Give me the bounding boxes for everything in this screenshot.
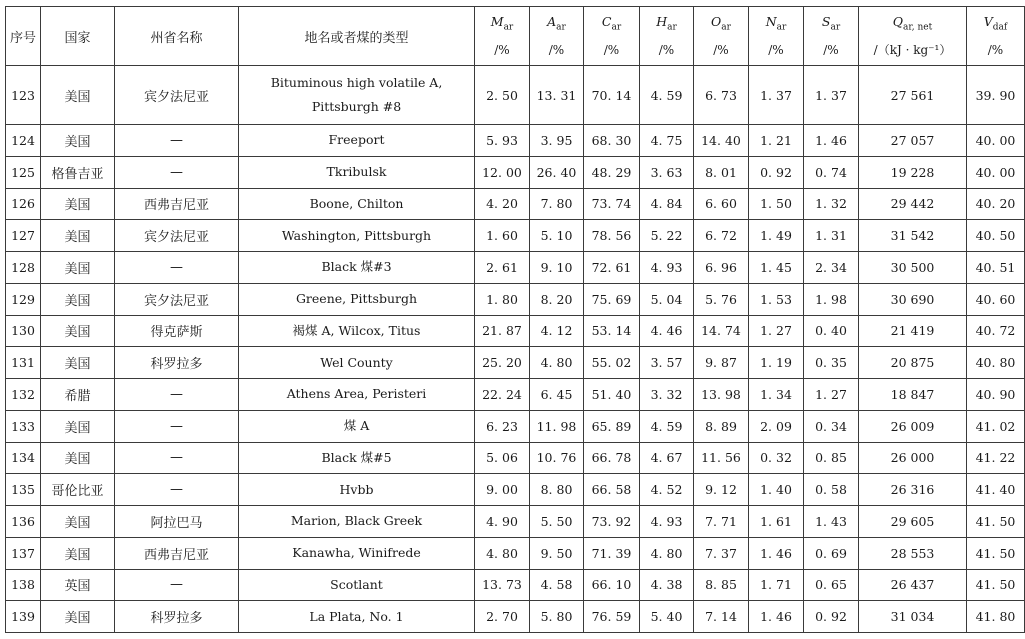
cell-oxygen: 7. 37 bbox=[694, 537, 749, 569]
cell-state: 西弗吉尼亚 bbox=[115, 537, 239, 569]
cell-sulfur: 1. 43 bbox=[804, 506, 859, 538]
cell-country: 美国 bbox=[41, 442, 115, 474]
cell-moisture: 4. 80 bbox=[475, 537, 530, 569]
cell-heating-value: 31 034 bbox=[859, 601, 967, 633]
table-row bbox=[6, 537, 1025, 569]
cell-hydrogen: 4. 52 bbox=[640, 474, 694, 506]
cell-carbon: 66. 58 bbox=[584, 474, 640, 506]
cell-state: 科罗拉多 bbox=[115, 601, 239, 633]
cell-state: — bbox=[115, 252, 239, 284]
cell-carbon: 53. 14 bbox=[584, 315, 640, 347]
cell-sulfur: 0. 58 bbox=[804, 474, 859, 506]
cell-heating-value: 31 542 bbox=[859, 220, 967, 252]
cell-ash: 5. 10 bbox=[530, 220, 584, 252]
cell-place-line: Kanawha, Winifrede bbox=[292, 545, 421, 561]
cell-volatile: 41. 80 bbox=[967, 601, 1025, 633]
header-nitrogen-symbol: N bbox=[765, 14, 777, 30]
cell-country: 美国 bbox=[41, 601, 115, 633]
cell-sulfur: 1. 31 bbox=[804, 220, 859, 252]
header-oxygen-unit: /% bbox=[713, 42, 729, 57]
cell-oxygen: 6. 73 bbox=[694, 66, 749, 125]
cell-state: — bbox=[115, 474, 239, 506]
cell-place bbox=[239, 506, 475, 538]
cell-ash: 7. 80 bbox=[530, 188, 584, 220]
cell-place bbox=[239, 220, 475, 252]
header-row bbox=[6, 7, 1025, 66]
header-moisture bbox=[475, 7, 530, 66]
header-serial-no: 序号 bbox=[6, 7, 41, 66]
cell-hydrogen: 3. 63 bbox=[640, 156, 694, 188]
cell-place-line: Wel County bbox=[320, 354, 393, 370]
cell-heating-value: 30 690 bbox=[859, 283, 967, 315]
cell-place bbox=[239, 601, 475, 633]
cell-serial-no: 133 bbox=[6, 410, 41, 442]
cell-oxygen: 8. 01 bbox=[694, 156, 749, 188]
header-hydrogen-subscript: ar bbox=[667, 22, 677, 33]
cell-nitrogen: 1. 21 bbox=[749, 125, 804, 157]
cell-serial-no: 137 bbox=[6, 537, 41, 569]
cell-heating-value: 30 500 bbox=[859, 252, 967, 284]
cell-state: 科罗拉多 bbox=[115, 347, 239, 379]
cell-sulfur: 0. 34 bbox=[804, 410, 859, 442]
cell-moisture: 22. 24 bbox=[475, 379, 530, 411]
cell-hydrogen: 5. 40 bbox=[640, 601, 694, 633]
cell-place bbox=[239, 252, 475, 284]
cell-moisture: 12. 00 bbox=[475, 156, 530, 188]
header-carbon-unit: /% bbox=[603, 42, 620, 57]
table-row bbox=[6, 252, 1025, 284]
table-row bbox=[6, 188, 1025, 220]
cell-hydrogen: 4. 80 bbox=[640, 537, 694, 569]
cell-nitrogen: 1. 40 bbox=[749, 474, 804, 506]
cell-hydrogen: 4. 84 bbox=[640, 188, 694, 220]
cell-volatile: 41. 50 bbox=[967, 537, 1025, 569]
cell-place bbox=[239, 474, 475, 506]
cell-moisture: 5. 06 bbox=[475, 442, 530, 474]
cell-sulfur: 1. 37 bbox=[804, 66, 859, 125]
cell-sulfur: 2. 34 bbox=[804, 252, 859, 284]
cell-state: 阿拉巴马 bbox=[115, 506, 239, 538]
cell-volatile: 40. 00 bbox=[967, 125, 1025, 157]
cell-carbon: 48. 29 bbox=[584, 156, 640, 188]
cell-hydrogen: 3. 32 bbox=[640, 379, 694, 411]
cell-hydrogen: 4. 67 bbox=[640, 442, 694, 474]
cell-moisture: 4. 20 bbox=[475, 188, 530, 220]
cell-hydrogen: 5. 22 bbox=[640, 220, 694, 252]
cell-oxygen: 6. 60 bbox=[694, 188, 749, 220]
cell-oxygen: 6. 72 bbox=[694, 220, 749, 252]
cell-place bbox=[239, 125, 475, 157]
cell-sulfur: 0. 74 bbox=[804, 156, 859, 188]
cell-sulfur: 0. 92 bbox=[804, 601, 859, 633]
header-sulfur bbox=[804, 7, 859, 66]
cell-oxygen: 14. 40 bbox=[694, 125, 749, 157]
cell-volatile: 40. 72 bbox=[967, 315, 1025, 347]
cell-place bbox=[239, 569, 475, 601]
cell-volatile: 40. 90 bbox=[967, 379, 1025, 411]
cell-serial-no: 139 bbox=[6, 601, 41, 633]
cell-oxygen: 13. 98 bbox=[694, 379, 749, 411]
cell-volatile: 41. 40 bbox=[967, 474, 1025, 506]
cell-nitrogen: 1. 46 bbox=[749, 537, 804, 569]
cell-sulfur: 0. 35 bbox=[804, 347, 859, 379]
cell-moisture: 9. 00 bbox=[475, 474, 530, 506]
cell-nitrogen: 1. 53 bbox=[749, 283, 804, 315]
cell-nitrogen: 0. 32 bbox=[749, 442, 804, 474]
header-oxygen-subscript: ar bbox=[721, 22, 731, 33]
header-oxygen-symbol: O bbox=[711, 14, 722, 30]
cell-state: — bbox=[115, 379, 239, 411]
cell-volatile: 40. 51 bbox=[967, 252, 1025, 284]
cell-nitrogen: 1. 46 bbox=[749, 601, 804, 633]
cell-moisture: 6. 23 bbox=[475, 410, 530, 442]
cell-oxygen: 7. 14 bbox=[694, 601, 749, 633]
table-row bbox=[6, 410, 1025, 442]
cell-ash: 9. 50 bbox=[530, 537, 584, 569]
cell-serial-no: 123 bbox=[6, 66, 41, 125]
cell-country: 希腊 bbox=[41, 379, 115, 411]
cell-place-line: Scotlant bbox=[330, 576, 383, 592]
cell-state: 宾夕法尼亚 bbox=[115, 220, 239, 252]
cell-volatile: 40. 50 bbox=[967, 220, 1025, 252]
cell-heating-value: 21 419 bbox=[859, 315, 967, 347]
cell-ash: 4. 12 bbox=[530, 315, 584, 347]
cell-carbon: 65. 89 bbox=[584, 410, 640, 442]
cell-heating-value: 27 057 bbox=[859, 125, 967, 157]
header-volatile bbox=[967, 7, 1025, 66]
cell-country: 美国 bbox=[41, 537, 115, 569]
cell-nitrogen: 1. 37 bbox=[749, 66, 804, 125]
cell-country: 美国 bbox=[41, 220, 115, 252]
cell-place-line: Greene, Pittsburgh bbox=[295, 291, 418, 307]
cell-ash: 8. 20 bbox=[530, 283, 584, 315]
header-heating-value-unit: /（kJ · kg⁻¹） bbox=[873, 42, 952, 57]
cell-country: 美国 bbox=[41, 410, 115, 442]
cell-ash: 3. 95 bbox=[530, 125, 584, 157]
cell-ash: 4. 80 bbox=[530, 347, 584, 379]
cell-hydrogen: 4. 46 bbox=[640, 315, 694, 347]
table-row bbox=[6, 379, 1025, 411]
cell-oxygen: 9. 87 bbox=[694, 347, 749, 379]
cell-state: — bbox=[115, 442, 239, 474]
cell-oxygen: 7. 71 bbox=[694, 506, 749, 538]
cell-serial-no: 131 bbox=[6, 347, 41, 379]
cell-heating-value: 26 316 bbox=[859, 474, 967, 506]
header-ash-subscript: ar bbox=[556, 22, 566, 33]
cell-sulfur: 1. 98 bbox=[804, 283, 859, 315]
cell-place bbox=[239, 442, 475, 474]
header-moisture-unit: /% bbox=[494, 42, 510, 57]
header-ash-unit: /% bbox=[548, 42, 565, 57]
cell-place bbox=[239, 410, 475, 442]
table-row bbox=[6, 283, 1025, 315]
cell-country: 美国 bbox=[41, 315, 115, 347]
header-nitrogen bbox=[749, 7, 804, 66]
cell-place bbox=[239, 283, 475, 315]
cell-place-line: Boone, Chilton bbox=[309, 195, 404, 211]
cell-oxygen: 6. 96 bbox=[694, 252, 749, 284]
cell-carbon: 78. 56 bbox=[584, 220, 640, 252]
cell-ash: 9. 10 bbox=[530, 252, 584, 284]
cell-hydrogen: 5. 04 bbox=[640, 283, 694, 315]
header-volatile-unit: /% bbox=[987, 42, 1004, 57]
cell-heating-value: 28 553 bbox=[859, 537, 967, 569]
cell-sulfur: 0. 69 bbox=[804, 537, 859, 569]
cell-place-line: Black 煤#3 bbox=[321, 259, 392, 275]
cell-nitrogen: 1. 19 bbox=[749, 347, 804, 379]
cell-volatile: 40. 00 bbox=[967, 156, 1025, 188]
table-row bbox=[6, 506, 1025, 538]
cell-country: 格鲁吉亚 bbox=[41, 156, 115, 188]
cell-heating-value: 18 847 bbox=[859, 379, 967, 411]
cell-hydrogen: 4. 59 bbox=[640, 66, 694, 125]
cell-nitrogen: 1. 71 bbox=[749, 569, 804, 601]
table-row bbox=[6, 347, 1025, 379]
cell-oxygen: 5. 76 bbox=[694, 283, 749, 315]
cell-nitrogen: 0. 92 bbox=[749, 156, 804, 188]
cell-country: 英国 bbox=[41, 569, 115, 601]
cell-state: 宾夕法尼亚 bbox=[115, 283, 239, 315]
cell-moisture: 5. 93 bbox=[475, 125, 530, 157]
cell-place bbox=[239, 156, 475, 188]
cell-serial-no: 135 bbox=[6, 474, 41, 506]
cell-heating-value: 20 875 bbox=[859, 347, 967, 379]
cell-place-line: 褐煤 A, Wilcox, Titus bbox=[292, 322, 421, 338]
header-moisture-symbol: M bbox=[490, 14, 504, 30]
cell-place bbox=[239, 315, 475, 347]
cell-state: 西弗吉尼亚 bbox=[115, 188, 239, 220]
cell-oxygen: 8. 89 bbox=[694, 410, 749, 442]
cell-ash: 13. 31 bbox=[530, 66, 584, 125]
table-row bbox=[6, 125, 1025, 157]
header-hydrogen-unit: /% bbox=[658, 42, 675, 57]
cell-ash: 4. 58 bbox=[530, 569, 584, 601]
cell-hydrogen: 4. 75 bbox=[640, 125, 694, 157]
cell-country: 美国 bbox=[41, 283, 115, 315]
cell-carbon: 76. 59 bbox=[584, 601, 640, 633]
header-state: 州省名称 bbox=[115, 7, 239, 66]
cell-hydrogen: 4. 38 bbox=[640, 569, 694, 601]
cell-place-line: Marion, Black Greek bbox=[290, 513, 423, 529]
cell-serial-no: 134 bbox=[6, 442, 41, 474]
cell-heating-value: 29 442 bbox=[859, 188, 967, 220]
cell-serial-no: 130 bbox=[6, 315, 41, 347]
header-sulfur-subscript: ar bbox=[830, 22, 841, 33]
cell-carbon: 72. 61 bbox=[584, 252, 640, 284]
cell-volatile: 41. 50 bbox=[967, 569, 1025, 601]
cell-hydrogen: 4. 93 bbox=[640, 506, 694, 538]
cell-place bbox=[239, 537, 475, 569]
cell-country: 美国 bbox=[41, 125, 115, 157]
header-nitrogen-subscript: ar bbox=[776, 22, 787, 33]
cell-place-line: Bituminous high volatile A, bbox=[270, 75, 443, 90]
cell-heating-value: 27 561 bbox=[859, 66, 967, 125]
cell-place-line: Hvbb bbox=[339, 481, 374, 497]
table-row bbox=[6, 601, 1025, 633]
cell-place bbox=[239, 188, 475, 220]
cell-hydrogen: 4. 93 bbox=[640, 252, 694, 284]
cell-carbon: 73. 92 bbox=[584, 506, 640, 538]
cell-ash: 11. 98 bbox=[530, 410, 584, 442]
cell-volatile: 41. 22 bbox=[967, 442, 1025, 474]
cell-place-line: Athens Area, Peristeri bbox=[286, 386, 427, 402]
cell-country: 美国 bbox=[41, 506, 115, 538]
header-heating-value-subscript: ar, net bbox=[903, 22, 933, 33]
header-carbon bbox=[584, 7, 640, 66]
cell-nitrogen: 1. 34 bbox=[749, 379, 804, 411]
coal-analysis-table bbox=[5, 6, 1025, 633]
cell-oxygen: 8. 85 bbox=[694, 569, 749, 601]
cell-state: 得克萨斯 bbox=[115, 315, 239, 347]
cell-volatile: 40. 80 bbox=[967, 347, 1025, 379]
cell-volatile: 39. 90 bbox=[967, 66, 1025, 125]
cell-nitrogen: 1. 61 bbox=[749, 506, 804, 538]
cell-heating-value: 19 228 bbox=[859, 156, 967, 188]
cell-ash: 6. 45 bbox=[530, 379, 584, 411]
cell-moisture: 2. 61 bbox=[475, 252, 530, 284]
header-hydrogen bbox=[640, 7, 694, 66]
cell-carbon: 71. 39 bbox=[584, 537, 640, 569]
cell-nitrogen: 1. 49 bbox=[749, 220, 804, 252]
header-hydrogen-symbol: H bbox=[656, 14, 668, 30]
cell-moisture: 21. 87 bbox=[475, 315, 530, 347]
header-place-or-coal-type: 地名或者煤的类型 bbox=[239, 7, 475, 66]
cell-heating-value: 26 437 bbox=[859, 569, 967, 601]
cell-ash: 5. 50 bbox=[530, 506, 584, 538]
cell-volatile: 41. 50 bbox=[967, 506, 1025, 538]
cell-country: 哥伦比亚 bbox=[41, 474, 115, 506]
cell-place bbox=[239, 379, 475, 411]
cell-heating-value: 26 000 bbox=[859, 442, 967, 474]
cell-sulfur: 1. 32 bbox=[804, 188, 859, 220]
cell-place-line: La Plata, No. 1 bbox=[309, 608, 404, 624]
cell-oxygen: 11. 56 bbox=[694, 442, 749, 474]
header-country: 国家 bbox=[41, 7, 115, 66]
cell-state: 宾夕法尼亚 bbox=[115, 66, 239, 125]
cell-place-line: Freeport bbox=[328, 132, 385, 148]
cell-country: 美国 bbox=[41, 66, 115, 125]
cell-serial-no: 136 bbox=[6, 506, 41, 538]
cell-place-line: Washington, Pittsburgh bbox=[281, 227, 432, 243]
cell-ash: 10. 76 bbox=[530, 442, 584, 474]
cell-carbon: 66. 78 bbox=[584, 442, 640, 474]
header-nitrogen-unit: /% bbox=[768, 42, 784, 57]
header-heating-value bbox=[859, 7, 967, 66]
cell-carbon: 68. 30 bbox=[584, 125, 640, 157]
cell-moisture: 1. 60 bbox=[475, 220, 530, 252]
cell-moisture: 4. 90 bbox=[475, 506, 530, 538]
cell-serial-no: 128 bbox=[6, 252, 41, 284]
cell-moisture: 2. 70 bbox=[475, 601, 530, 633]
cell-moisture: 2. 50 bbox=[475, 66, 530, 125]
table-row bbox=[6, 156, 1025, 188]
table-row bbox=[6, 220, 1025, 252]
header-oxygen bbox=[694, 7, 749, 66]
cell-carbon: 51. 40 bbox=[584, 379, 640, 411]
cell-country: 美国 bbox=[41, 252, 115, 284]
cell-country: 美国 bbox=[41, 188, 115, 220]
cell-place-line: 煤 A bbox=[343, 418, 370, 434]
cell-heating-value: 26 009 bbox=[859, 410, 967, 442]
cell-serial-no: 125 bbox=[6, 156, 41, 188]
header-sulfur-unit: /% bbox=[823, 42, 839, 57]
cell-moisture: 1. 80 bbox=[475, 283, 530, 315]
cell-oxygen: 14. 74 bbox=[694, 315, 749, 347]
header-moisture-subscript: ar bbox=[503, 22, 514, 33]
cell-carbon: 75. 69 bbox=[584, 283, 640, 315]
cell-place-line: Black 煤#5 bbox=[321, 449, 392, 465]
cell-state: — bbox=[115, 569, 239, 601]
header-sulfur-symbol: S bbox=[821, 14, 831, 30]
cell-nitrogen: 1. 50 bbox=[749, 188, 804, 220]
cell-serial-no: 126 bbox=[6, 188, 41, 220]
cell-carbon: 66. 10 bbox=[584, 569, 640, 601]
cell-nitrogen: 2. 09 bbox=[749, 410, 804, 442]
cell-moisture: 25. 20 bbox=[475, 347, 530, 379]
header-volatile-subscript: daf bbox=[992, 22, 1008, 33]
cell-carbon: 73. 74 bbox=[584, 188, 640, 220]
cell-place bbox=[239, 347, 475, 379]
table-row bbox=[6, 442, 1025, 474]
cell-place-line: Tkribulsk bbox=[326, 164, 387, 180]
cell-serial-no: 132 bbox=[6, 379, 41, 411]
cell-ash: 8. 80 bbox=[530, 474, 584, 506]
cell-sulfur: 0. 85 bbox=[804, 442, 859, 474]
cell-volatile: 41. 02 bbox=[967, 410, 1025, 442]
cell-sulfur: 0. 65 bbox=[804, 569, 859, 601]
cell-ash: 26. 40 bbox=[530, 156, 584, 188]
table-body bbox=[6, 66, 1025, 633]
header-carbon-symbol: C bbox=[601, 14, 612, 30]
cell-state: — bbox=[115, 125, 239, 157]
header-carbon-subscript: ar bbox=[611, 22, 622, 33]
table-row bbox=[6, 569, 1025, 601]
cell-hydrogen: 4. 59 bbox=[640, 410, 694, 442]
cell-volatile: 40. 60 bbox=[967, 283, 1025, 315]
cell-serial-no: 127 bbox=[6, 220, 41, 252]
cell-sulfur: 1. 46 bbox=[804, 125, 859, 157]
header-volatile-symbol: V bbox=[983, 14, 993, 30]
cell-place bbox=[239, 66, 475, 125]
cell-heating-value: 29 605 bbox=[859, 506, 967, 538]
cell-place-line: Pittsburgh #8 bbox=[311, 99, 402, 114]
cell-serial-no: 138 bbox=[6, 569, 41, 601]
cell-ash: 5. 80 bbox=[530, 601, 584, 633]
cell-nitrogen: 1. 45 bbox=[749, 252, 804, 284]
cell-hydrogen: 3. 57 bbox=[640, 347, 694, 379]
table-row bbox=[6, 315, 1025, 347]
header-ash-symbol: A bbox=[547, 14, 557, 30]
cell-carbon: 70. 14 bbox=[584, 66, 640, 125]
cell-state: — bbox=[115, 410, 239, 442]
cell-sulfur: 1. 27 bbox=[804, 379, 859, 411]
header-heating-value-symbol: Q bbox=[892, 14, 904, 30]
header-ash bbox=[530, 7, 584, 66]
table-row bbox=[6, 474, 1025, 506]
cell-nitrogen: 1. 27 bbox=[749, 315, 804, 347]
cell-moisture: 13. 73 bbox=[475, 569, 530, 601]
cell-sulfur: 0. 40 bbox=[804, 315, 859, 347]
cell-country: 美国 bbox=[41, 347, 115, 379]
cell-carbon: 55. 02 bbox=[584, 347, 640, 379]
cell-state: — bbox=[115, 156, 239, 188]
cell-volatile: 40. 20 bbox=[967, 188, 1025, 220]
cell-oxygen: 9. 12 bbox=[694, 474, 749, 506]
cell-serial-no: 129 bbox=[6, 283, 41, 315]
cell-serial-no: 124 bbox=[6, 125, 41, 157]
table-row bbox=[6, 66, 1025, 125]
